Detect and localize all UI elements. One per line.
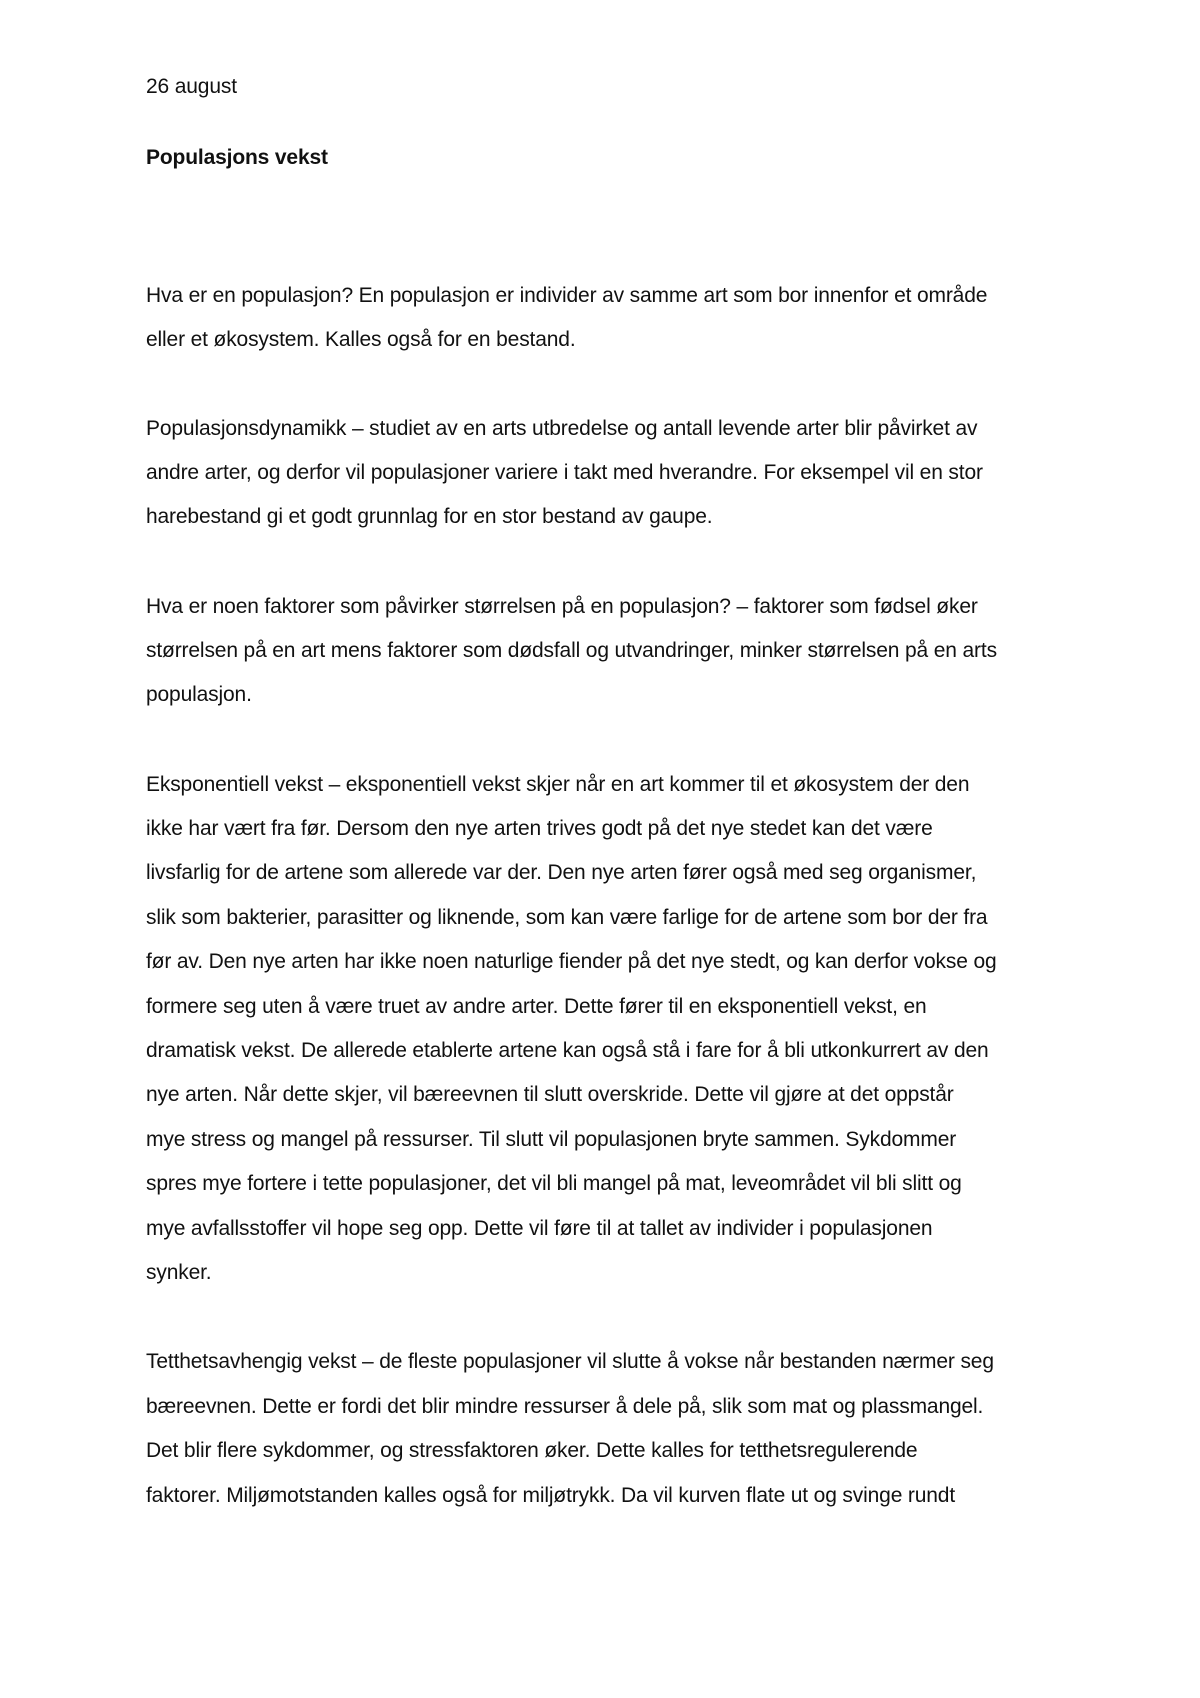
paragraph-line: populasjon. xyxy=(146,683,252,706)
paragraph-line: mye avfallsstoffer vil hope seg opp. Dette vil føre til at tallet av individer i populasjonen xyxy=(146,1217,933,1240)
paragraph-line: Hva er en populasjon? En populasjon er individer av samme art som bor innenfor et område xyxy=(146,284,988,307)
paragraph-line: andre arter, og derfor vil populasjoner variere i takt med hverandre. For eksempel vil en stor xyxy=(146,461,983,484)
paragraph-line: dramatisk vekst. De allerede etablerte artene kan også stå i fare for å bli utkonkurrert av den xyxy=(146,1039,989,1062)
document-date: 26 august xyxy=(146,75,237,98)
paragraph-line: størrelsen på en art mens faktorer som dødsfall og utvandringer, minker størrelsen på en arts xyxy=(146,639,997,662)
document-title: Populasjons vekst xyxy=(146,146,328,169)
paragraph-line: nye arten. Når dette skjer, vil bæreevnen til slutt overskride. Dette vil gjøre at det oppstår xyxy=(146,1083,954,1106)
paragraph-line: Populasjonsdynamikk – studiet av en arts utbredelse og antall levende arter blir påvirket av xyxy=(146,417,978,440)
paragraph-line: synker. xyxy=(146,1261,212,1284)
paragraph-line: ikke har vært fra før. Dersom den nye arten trives godt på det nye stedet kan det være xyxy=(146,817,933,840)
paragraph-line: harebestand gi et godt grunnlag for en stor bestand av gaupe. xyxy=(146,505,713,528)
paragraph-line: formere seg uten å være truet av andre arter. Dette fører til en eksponentiell vekst, en xyxy=(146,995,927,1018)
paragraph-line: eller et økosystem. Kalles også for en bestand. xyxy=(146,328,576,351)
paragraph-line: før av. Den nye arten har ikke noen naturlige fiender på det nye stedt, og kan derfor vokse og xyxy=(146,950,997,973)
paragraph-line: faktorer. Miljømotstanden kalles også for miljøtrykk. Da vil kurven flate ut og svinge rundt xyxy=(146,1484,956,1507)
paragraph-line: Tetthetsavhengig vekst – de fleste populasjoner vil slutte å vokse når bestanden nærmer seg xyxy=(146,1350,994,1373)
paragraph-line: Det blir flere sykdommer, og stressfaktoren øker. Dette kalles for tetthetsregulerende xyxy=(146,1439,918,1462)
paragraph-line: mye stress og mangel på ressurser. Til slutt vil populasjonen bryte sammen. Sykdommer xyxy=(146,1128,957,1151)
paragraph-line: Hva er noen faktorer som påvirker størrelsen på en populasjon? – faktorer som fødsel øker xyxy=(146,595,978,618)
paragraph-line: bæreevnen. Dette er fordi det blir mindre ressurser å dele på, slik som mat og plassmangel. xyxy=(146,1395,984,1418)
paragraph-line: Eksponentiell vekst – eksponentiell vekst skjer når en art kommer til et økosystem der den xyxy=(146,773,970,796)
paragraph-line: spres mye fortere i tette populasjoner, det vil bli mangel på mat, leveområdet vil bli slitt og xyxy=(146,1172,962,1195)
paragraph-line: slik som bakterier, parasitter og liknende, som kan være farlige for de artene som bor der fra xyxy=(146,906,988,929)
paragraph-line: livsfarlig for de artene som allerede var der. Den nye arten fører også med seg organismer, xyxy=(146,861,977,884)
